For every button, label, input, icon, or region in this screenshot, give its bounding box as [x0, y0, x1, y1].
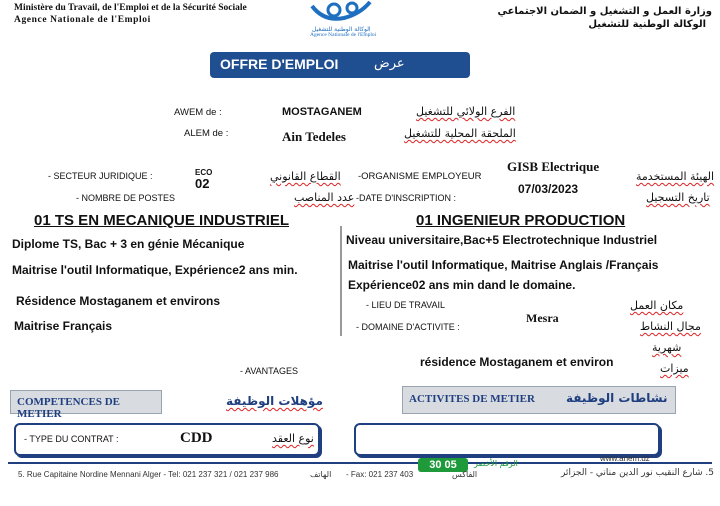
- lieu-label: - LIEU DE TRAVAIL: [366, 300, 446, 310]
- competences-title: COMPETENCES DE METIER: [17, 396, 120, 420]
- organisme-label: -ORGANISME EMPLOYEUR: [358, 171, 482, 182]
- competences-title-ar: مؤهلات الوظيفة: [226, 394, 323, 408]
- footer-address-ar: 5. شارع النقيب نور الدين مناني - الجزائر: [560, 468, 714, 478]
- alem-label-ar: الملحقة المحلية للتشغيل: [404, 127, 516, 140]
- offer-right-line-3: Expérience02 ans min dand le domaine.: [348, 278, 576, 292]
- ministry-name-ar: وزارة العمل و التشغيل و الضمان الاجتماعي: [497, 6, 712, 17]
- footer-fax-ar: الفاكس: [452, 470, 478, 479]
- offer-right-line-2: Maitrise l'outil Informatique, Maitrise Anglais /Français: [348, 258, 659, 272]
- green-number-badge: 30 05: [418, 458, 468, 472]
- inscription-value: 07/03/2023: [518, 182, 579, 196]
- logo-caption-ar: الوكالة الوطنية للتشغيل: [312, 26, 371, 33]
- competences-banner: [10, 390, 162, 420]
- agency-name-ar: الوكالة الوطنية للتشغيل: [588, 19, 706, 30]
- lieu-value: Mesra: [526, 311, 559, 325]
- offer-right-line-1: Niveau universitaire,Bac+5 Electrotechnique Industriel: [346, 233, 658, 247]
- postes-label: - NOMBRE DE POSTES: [76, 193, 176, 203]
- website: www.anem.dz: [600, 454, 650, 463]
- avantages-label-ar: ميزات: [660, 362, 689, 375]
- residence-right: résidence Mostaganem et environ: [420, 355, 614, 369]
- domaine-label-ar: مجال النشاط: [640, 320, 701, 333]
- activites-title-ar: نشاطات الوظيفة: [566, 391, 668, 405]
- secteur-value: 02: [195, 176, 210, 191]
- contrat-label-ar: نوع العقد: [272, 432, 314, 445]
- offer-left-line-4: Maitrise Français: [14, 319, 113, 333]
- activities-box: [354, 423, 660, 456]
- postes-label-ar: عدد المناصب: [294, 191, 355, 204]
- secteur-code-label: ECO: [195, 168, 213, 177]
- footer-fax: - Fax: 021 237 403: [346, 470, 414, 479]
- logo-caption-fr: Agence Nationale de l'Emploi: [310, 32, 377, 38]
- avantages-label: - AVANTAGES: [240, 366, 299, 376]
- ministry-name: Ministère du Travail, de l'Emploi et de la Sécurité Sociale: [14, 3, 247, 13]
- awem-value: MOSTAGANEM: [282, 106, 362, 118]
- salaire-ar: شهرية: [652, 341, 682, 354]
- secteur-label-ar: القطاع القانوني: [270, 170, 341, 183]
- agency-name: Agence Nationale de l'Emploi: [14, 15, 151, 25]
- offer-right-title: 01 INGENIEUR PRODUCTION: [416, 212, 626, 229]
- contrat-label: - TYPE DU CONTRAT :: [24, 434, 119, 444]
- alem-value: Ain Tedeles: [282, 129, 346, 144]
- offer-left-line-2: Maitrise l'outil Informatique, Expérience2 ans min.: [12, 263, 298, 277]
- inscription-label-ar: تاريخ التسجيل: [646, 191, 710, 204]
- offer-left-title: 01 TS EN MECANIQUE INDUSTRIEL: [34, 212, 290, 229]
- inscription-label: -DATE D'INSCRIPTION :: [356, 193, 457, 203]
- domaine-label: - DOMAINE D'ACTIVITE :: [356, 322, 460, 332]
- offer-left-line-1: Diplome TS, Bac + 3 en génie Mécanique: [12, 237, 245, 251]
- contrat-value: CDD: [180, 430, 213, 446]
- awem-label: AWEM de :: [174, 107, 222, 118]
- green-number-label-ar: الرقم الأخضر: [474, 459, 518, 468]
- alem-label: ALEM de :: [184, 128, 229, 139]
- page-title-ar: عرض: [374, 56, 405, 71]
- organisme-label-ar: الهيئة المستخدمة: [636, 170, 715, 183]
- awem-label-ar: الفرع الولائي للتشغيل: [416, 105, 516, 118]
- offer-left-line-3: Résidence Mostaganem et environs: [16, 294, 221, 308]
- activites-title: ACTIVITES DE METIER: [409, 393, 535, 405]
- footer-address: 5. Rue Capitaine Nordine Mennani Alger - Tel: 021 237 321 / 021 237 986: [18, 470, 279, 479]
- secteur-label: - SECTEUR JURIDIQUE :: [48, 171, 153, 181]
- column-divider: [340, 226, 342, 336]
- lieu-label-ar: مكان العمل: [630, 299, 684, 312]
- footer-phone-ar: الهاتف: [310, 470, 332, 479]
- page-title: OFFRE D'EMPLOI: [220, 56, 339, 72]
- organisme-value: GISB Electrique: [507, 159, 600, 174]
